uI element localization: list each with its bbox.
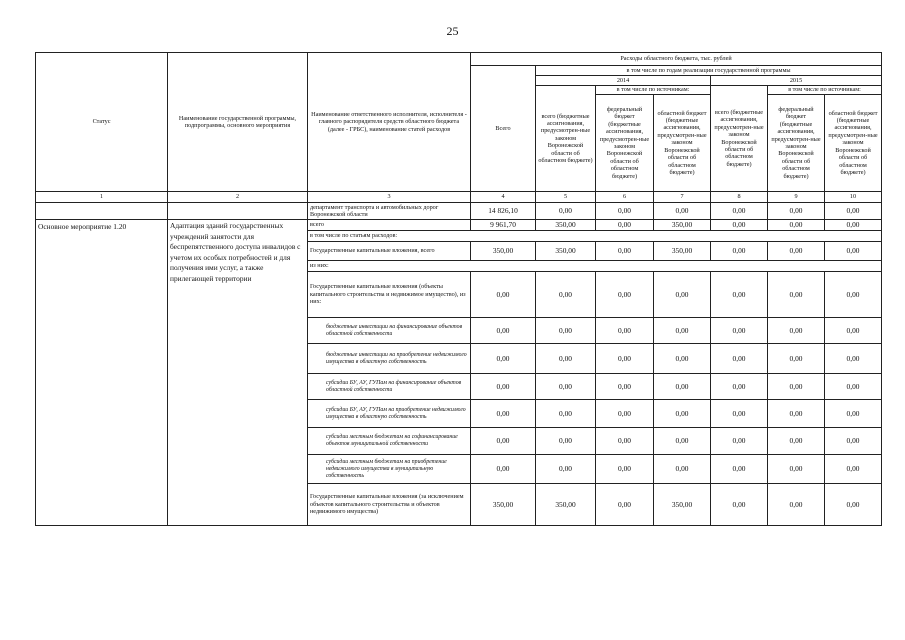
- row-value: 0,00: [536, 455, 596, 484]
- header-status: Статус: [36, 53, 168, 192]
- block-status: Основное мероприятие 1.20: [36, 220, 168, 526]
- row-value: 0,00: [596, 484, 654, 526]
- row-value: 0,00: [654, 455, 711, 484]
- header-federal-2014: федеральный бюджет (бюджетные ассигнования, предусмотрен-ные законом Воронежской области об областном бюджете): [596, 95, 654, 192]
- row-value: 0,00: [825, 344, 882, 374]
- row-value: 0,00: [536, 344, 596, 374]
- header-all-budget-2014: всего (бюджетные ассигнования, предусмотрен-ные законом Воронежской области об областном бюджете): [536, 86, 596, 192]
- row-value: 0,00: [711, 203, 768, 220]
- row-value: 350,00: [471, 484, 536, 526]
- row-value: 350,00: [536, 484, 596, 526]
- header-all-budget-2015: всего (бюджетные ассигнования, предусмотрен-ные законом Воронежской области об областном бюджете): [711, 86, 768, 192]
- row-value: 0,00: [536, 374, 596, 400]
- header-regional-2015: областной бюджет (бюджетные ассигнования, предусмотрен-ные законом Воронежской области об областном бюджете): [825, 95, 882, 192]
- row-value: 0,00: [596, 374, 654, 400]
- row-label: субсидии БУ, АУ, ГУПам на финансирование объектов областной собственности: [308, 374, 471, 400]
- row-label: субсидии местным бюджетам на софинансирование объектов муниципальной собственности: [308, 428, 471, 455]
- col-num: 4: [471, 192, 536, 203]
- table-row: [36, 203, 882, 220]
- row-value: 0,00: [654, 428, 711, 455]
- row-value: 0,00: [536, 428, 596, 455]
- header-by-sources-2014: в том числе по источникам:: [596, 86, 711, 95]
- row-value: 350,00: [654, 220, 711, 231]
- row-value: 0,00: [536, 272, 596, 318]
- row-value: 0,00: [768, 242, 825, 261]
- row-value: 0,00: [654, 344, 711, 374]
- row-value: 0,00: [596, 428, 654, 455]
- row-value: 0,00: [768, 374, 825, 400]
- row-value: 9 961,70: [471, 220, 536, 231]
- col-num: 1: [36, 192, 168, 203]
- row-value: 0,00: [654, 318, 711, 344]
- row-value: 0,00: [825, 455, 882, 484]
- row-value: 0,00: [596, 318, 654, 344]
- row-label: из них:: [308, 261, 882, 272]
- row-label: всего: [308, 220, 471, 231]
- header-by-sources-2015: в том числе по источникам:: [768, 86, 882, 95]
- row-label: субсидии местным бюджетам на приобретение недвижимого имущества в муниципальную собственность: [308, 455, 471, 484]
- row-label: Государственные капитальные вложения, всего: [308, 242, 471, 261]
- row-value: 0,00: [654, 272, 711, 318]
- row-value: 0,00: [596, 203, 654, 220]
- row-label: субсидии БУ, АУ, ГУПам на приобретение недвижимого имущества в областную собственность: [308, 400, 471, 428]
- row-value: 350,00: [536, 220, 596, 231]
- row-value: 0,00: [768, 428, 825, 455]
- row-value: 350,00: [471, 242, 536, 261]
- row-value: 0,00: [654, 374, 711, 400]
- header-total: Всего: [471, 66, 536, 192]
- row-value: 350,00: [536, 242, 596, 261]
- row-value: 0,00: [471, 318, 536, 344]
- block-program: Адаптация зданий государственных учреждений занятости для беспрепятственного доступа инвалидов с учетом их особых потребностей и для получения ими услуг, а также прилегающей территории: [168, 220, 308, 526]
- col-num: 10: [825, 192, 882, 203]
- row-value: 0,00: [536, 400, 596, 428]
- row-value: 0,00: [768, 272, 825, 318]
- header-program-name: Наименование государственной программы, подпрограммы, основного мероприятия: [168, 53, 308, 192]
- row-value: 0,00: [596, 272, 654, 318]
- row-value: 0,00: [825, 318, 882, 344]
- row-value: 0,00: [768, 203, 825, 220]
- col-num: 8: [711, 192, 768, 203]
- row-value: 0,00: [711, 400, 768, 428]
- row-value: 0,00: [471, 428, 536, 455]
- row-value: 0,00: [471, 272, 536, 318]
- row-value: 0,00: [711, 344, 768, 374]
- row-value: 0,00: [471, 374, 536, 400]
- header-executor: Наименование ответственного исполнителя, исполнителя - главного распорядителя средств областного бюджета (далее - ГРБС), наименование статей расходов: [308, 53, 471, 192]
- header-federal-2015: федеральный бюджет (бюджетные ассигнования, предусмотрен-ные законом Воронежской области об областном бюджете): [768, 95, 825, 192]
- row-value: 0,00: [596, 220, 654, 231]
- row-label: департамент транспорта и автомобильных дорог Воронежской области: [308, 203, 471, 220]
- page-number: 25: [446, 24, 459, 38]
- row-value: 0,00: [768, 220, 825, 231]
- row-value: 0,00: [825, 220, 882, 231]
- budget-table: [35, 52, 882, 526]
- col-num: 5: [536, 192, 596, 203]
- header-year-2015: 2015: [711, 76, 882, 86]
- row-label: Государственные капитальные вложения (за исключением объектов капитального строительства и объектов недвижимого имущества): [308, 484, 471, 526]
- row-value: 0,00: [768, 344, 825, 374]
- row-label: бюджетные инвестиции на приобретение недвижимого имущества в областную собственность: [308, 344, 471, 374]
- row-value: 350,00: [654, 484, 711, 526]
- row-value: 0,00: [825, 400, 882, 428]
- row-value: 0,00: [711, 318, 768, 344]
- row-value: 0,00: [471, 400, 536, 428]
- row-value: 0,00: [654, 203, 711, 220]
- row-value: 0,00: [596, 455, 654, 484]
- row-value: 0,00: [596, 400, 654, 428]
- row-value: 0,00: [825, 203, 882, 220]
- row-value: 0,00: [825, 242, 882, 261]
- row-value: 0,00: [711, 242, 768, 261]
- row-value: 0,00: [711, 374, 768, 400]
- row-value: 350,00: [654, 242, 711, 261]
- header-year-2014: 2014: [536, 76, 711, 86]
- header-by-years: в том числе по годам реализации государственной программы: [536, 66, 882, 76]
- row-value: 0,00: [596, 242, 654, 261]
- col-num: 9: [768, 192, 825, 203]
- row-value: 0,00: [711, 220, 768, 231]
- col-num: 3: [308, 192, 471, 203]
- row-value: 0,00: [471, 455, 536, 484]
- row-label: бюджетные инвестиции на финансирование объектов областной собственности: [308, 318, 471, 344]
- col-num: 6: [596, 192, 654, 203]
- row-value: 0,00: [825, 272, 882, 318]
- column-number-row: [36, 192, 882, 203]
- row-value: 0,00: [596, 344, 654, 374]
- row-value: 0,00: [768, 484, 825, 526]
- row-value: 0,00: [711, 484, 768, 526]
- row-label: Государственные капитальные вложения (объекты капитального строительства и недвижимое имущество), из них:: [308, 272, 471, 318]
- header-budget-title: Расходы областного бюджета, тыс. рублей: [471, 53, 882, 66]
- col-num: 2: [168, 192, 308, 203]
- row-value: 0,00: [768, 455, 825, 484]
- row-value: 0,00: [471, 344, 536, 374]
- row-value: 0,00: [825, 428, 882, 455]
- header-regional-2014: областной бюджет (бюджетные ассигнования, предусмотрен-ные законом Воронежской области об областном бюджете): [654, 95, 711, 192]
- col-num: 7: [654, 192, 711, 203]
- row-value: 0,00: [825, 374, 882, 400]
- table-row: [36, 220, 882, 231]
- row-value: 0,00: [711, 272, 768, 318]
- row-label: в том числе по статьям расходов:: [308, 231, 882, 242]
- row-value: 0,00: [711, 428, 768, 455]
- row-value: 0,00: [536, 318, 596, 344]
- row-value: 0,00: [768, 318, 825, 344]
- row-value: 0,00: [768, 400, 825, 428]
- row-value: 14 826,10: [471, 203, 536, 220]
- row-value: 0,00: [825, 484, 882, 526]
- row-value: 0,00: [654, 400, 711, 428]
- row-value: 0,00: [536, 203, 596, 220]
- row-value: 0,00: [711, 455, 768, 484]
